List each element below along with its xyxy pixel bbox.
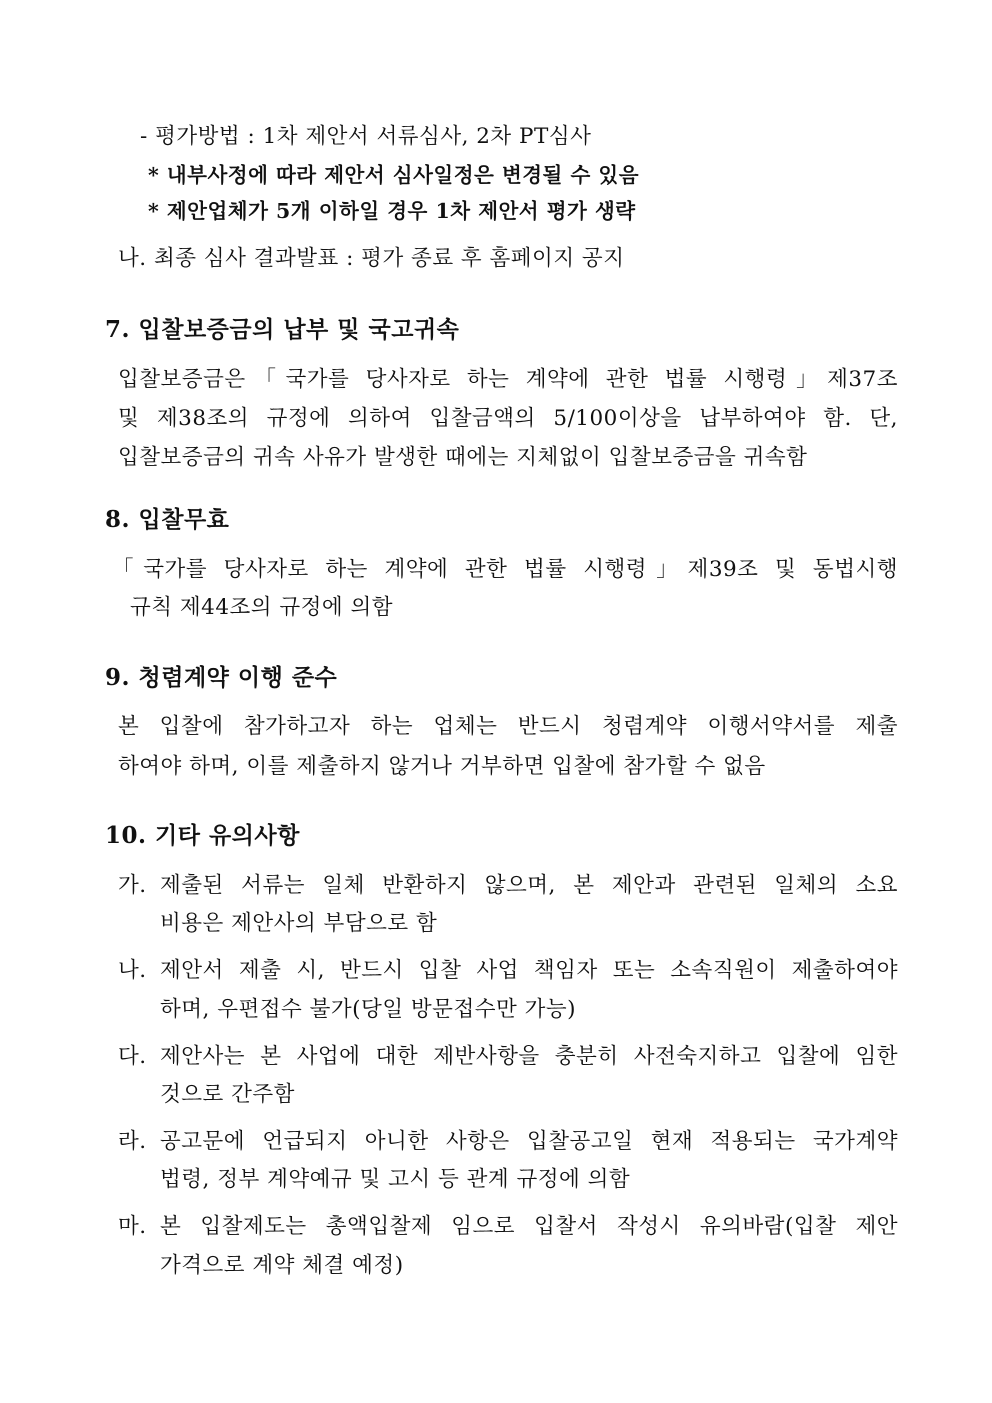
- list-item-line: 비용은 제안사의 부담으로 함: [160, 911, 438, 936]
- section-8-line: 규칙 제44조의 규정에 의함: [130, 595, 394, 620]
- schedule-change-note: * 내부사정에 따라 제안서 심사일정은 변경될 수 있음: [148, 163, 640, 187]
- list-item-line: 공고문에 언급되지 아니한 사항은 입찰공고일 현재 적용되는 국가계약: [160, 1129, 898, 1154]
- proposal-skip-note: * 제안업체가 5개 이하일 경우 1차 제안서 평가 생략: [148, 199, 636, 223]
- list-item-line: 본 입찰제도는 총액입찰제 임으로 입찰서 작성시 유의바람(입찰 제안: [160, 1214, 898, 1239]
- list-item-line: 것으로 간주함: [160, 1082, 295, 1107]
- list-item-line: 제출된 서류는 일체 반환하지 않으며, 본 제안과 관련된 일체의 소요: [160, 873, 898, 898]
- list-item-line: 가격으로 계약 체결 예정): [160, 1253, 404, 1278]
- section-9-heading: 9. 청렴계약 이행 준수: [105, 664, 338, 691]
- list-item-line: 법령, 정부 계약예규 및 고시 등 관계 규정에 의함: [160, 1167, 631, 1192]
- list-item-marker: 다.: [118, 1044, 147, 1069]
- section-9-line: 본 입찰에 참가하고자 하는 업체는 반드시 청렴계약 이행서약서를 제출: [118, 714, 898, 739]
- section-9-line: 하여야 하며, 이를 제출하지 않거나 거부하면 입찰에 참가할 수 없음: [118, 754, 766, 779]
- list-item-marker: 마.: [118, 1214, 147, 1239]
- list-item-line: 제안사는 본 사업에 대한 제반사항을 충분히 사전숙지하고 입찰에 임한: [160, 1044, 898, 1069]
- section-7-line: 입찰보증금은「국가를 당사자로 하는 계약에 관한 법률 시행령」제37조: [118, 367, 898, 392]
- final-result-item: 나. 최종 심사 결과발표 : 평가 종료 후 홈페이지 공지: [118, 246, 625, 271]
- section-7-heading: 7. 입찰보증금의 납부 및 국고귀속: [105, 316, 460, 343]
- evaluation-method-line: - 평가방법 : 1차 제안서 서류심사, 2차 PT심사: [140, 124, 592, 149]
- list-item-marker: 라.: [118, 1129, 147, 1154]
- section-7-line: 입찰보증금의 귀속 사유가 발생한 때에는 지체없이 입찰보증금을 귀속함: [118, 445, 808, 470]
- section-8-line: 「국가를 당사자로 하는 계약에 관한 법률 시행령」제39조 및 동법시행: [112, 557, 898, 582]
- section-7-line: 및 제38조의 규정에 의하여 입찰금액의 5/100이상을 납부하여야 함. 단,: [118, 406, 898, 431]
- section-10-heading: 10. 기타 유의사항: [105, 822, 300, 849]
- list-item-marker: 나.: [118, 958, 147, 983]
- list-item-line: 제안서 제출 시, 반드시 입찰 사업 책임자 또는 소속직원이 제출하여야: [160, 958, 898, 983]
- list-item-line: 하며, 우편접수 불가(당일 방문접수만 가능): [160, 997, 577, 1022]
- list-item-marker: 가.: [118, 873, 147, 898]
- section-8-heading: 8. 입찰무효: [105, 506, 230, 533]
